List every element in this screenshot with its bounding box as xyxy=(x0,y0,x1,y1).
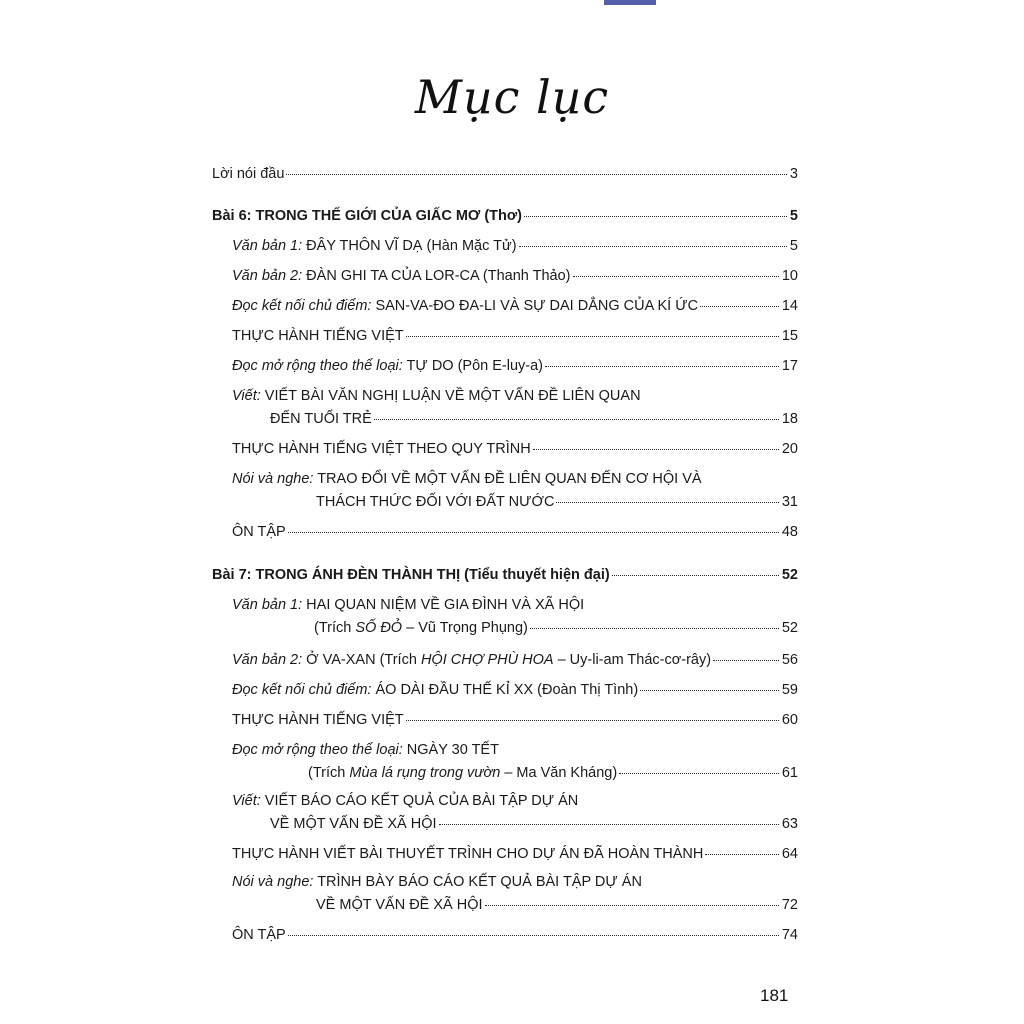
dot-leader xyxy=(619,773,779,774)
entry-text: THỰC HÀNH TIẾNG VIỆT xyxy=(232,712,404,728)
toc-entry-continuation[interactable] xyxy=(316,493,798,511)
entry-label: Văn bản 1: xyxy=(232,597,303,613)
entry-text-cont: (Trích xyxy=(314,620,356,636)
page-title: Mục lục xyxy=(414,70,610,124)
dot-leader xyxy=(533,449,779,450)
entry-text: THỰC HÀNH VIẾT BÀI THUYẾT TRÌNH CHO DỰ ÁN ĐÃ HOÀN THÀNH xyxy=(232,846,704,862)
dot-leader xyxy=(556,502,778,503)
toc-lesson-6-heading[interactable] xyxy=(212,207,798,225)
page-ref: 64 xyxy=(781,846,798,862)
entry-text: ÔN TẬP xyxy=(232,524,286,540)
dot-leader xyxy=(530,628,779,629)
dot-leader xyxy=(524,216,787,217)
page-ref: 63 xyxy=(781,816,798,832)
toc-entry-first-line[interactable] xyxy=(232,470,702,488)
dot-leader xyxy=(288,532,779,533)
entry-text-cont: (Trích xyxy=(308,765,350,781)
toc-entry[interactable] xyxy=(232,327,798,345)
entry-text: HAI QUAN NIỆM VỀ GIA ĐÌNH VÀ XÃ HỘI xyxy=(302,597,585,613)
page-ref: 18 xyxy=(781,411,798,427)
toc-entry-first-line[interactable] xyxy=(232,741,499,759)
entry-text: NGÀY 30 TẾT xyxy=(402,742,499,758)
dot-leader xyxy=(286,174,787,175)
page-ref: 61 xyxy=(781,765,798,781)
entry-text: Ở VA-XAN (Trích xyxy=(302,652,421,668)
page-ref: 17 xyxy=(781,358,798,374)
toc-entry[interactable] xyxy=(232,297,798,315)
entry-label: Viết: xyxy=(232,793,261,809)
entry-label: Đọc mở rộng theo thể loại: xyxy=(232,742,403,758)
toc-entry[interactable] xyxy=(232,651,798,669)
lesson-heading: Bài 7: TRONG ÁNH ĐÈN THÀNH THỊ (Tiểu thuyết hiện đại) xyxy=(212,567,610,583)
dot-leader xyxy=(288,935,779,936)
toc-entry[interactable] xyxy=(232,681,798,699)
entry-text-cont: – Vũ Trọng Phụng) xyxy=(402,620,528,636)
page-ref: 5 xyxy=(789,238,798,254)
entry-text: Lời nói đầu xyxy=(212,166,285,182)
page-ref: 56 xyxy=(781,652,798,668)
toc-entry-first-line[interactable] xyxy=(232,792,578,810)
page-ref: 48 xyxy=(781,524,798,540)
lesson-heading: Bài 6: TRONG THẾ GIỚI CỦA GIẤC MƠ (Thơ) xyxy=(212,208,523,224)
entry-text-cont: ĐẾN TUỔI TRẺ xyxy=(270,411,372,427)
entry-text: VIẾT BÁO CÁO KẾT QUẢ CỦA BÀI TẬP DỰ ÁN xyxy=(260,793,579,809)
entry-text-cont: THÁCH THỨC ĐỐI VỚI ĐẤT NƯỚC xyxy=(316,494,555,510)
dot-leader xyxy=(519,246,787,247)
toc-entry-continuation[interactable] xyxy=(308,764,798,782)
page-ref: 59 xyxy=(781,682,798,698)
entry-text: TRÌNH BÀY BÁO CÁO KẾT QUẢ BÀI TẬP DỰ ÁN xyxy=(313,874,642,890)
dot-leader xyxy=(573,276,779,277)
entry-text-cont: VỀ MỘT VẤN ĐỀ XÃ HỘI xyxy=(316,897,483,913)
dot-leader xyxy=(439,824,779,825)
toc-entry-preface[interactable] xyxy=(212,165,798,183)
dot-leader xyxy=(545,366,779,367)
entry-text: – Uy-li-am Thác-cơ-rây) xyxy=(553,652,712,668)
dot-leader xyxy=(374,419,779,420)
top-edge-mark xyxy=(604,0,656,5)
toc-entry[interactable] xyxy=(232,926,798,944)
dot-leader xyxy=(713,660,779,661)
page-ref: 10 xyxy=(781,268,798,284)
work-title: HỘI CHỢ PHÙ HOA xyxy=(420,652,554,668)
dot-leader xyxy=(612,575,779,576)
entry-text: ÔN TẬP xyxy=(232,927,286,943)
page-ref: 15 xyxy=(781,328,798,344)
page-ref: 52 xyxy=(781,567,798,583)
dot-leader xyxy=(406,336,779,337)
entry-text-cont: VỀ MỘT VẤN ĐỀ XÃ HỘI xyxy=(270,816,437,832)
toc-entry-first-line[interactable] xyxy=(232,387,641,405)
page-ref: 31 xyxy=(781,494,798,510)
entry-label: Đọc kết nối chủ điểm: xyxy=(232,682,372,698)
entry-label: Văn bản 2: xyxy=(232,652,303,668)
entry-label: Nói và nghe: xyxy=(232,874,314,890)
toc-entry-continuation[interactable] xyxy=(314,619,798,637)
toc-entry-continuation[interactable] xyxy=(270,410,798,428)
dot-leader xyxy=(700,306,779,307)
toc-entry[interactable] xyxy=(232,711,798,729)
toc-entry[interactable] xyxy=(232,845,798,863)
page-ref: 5 xyxy=(789,208,798,224)
dot-leader xyxy=(406,720,779,721)
entry-text: TRAO ĐỔI VỀ MỘT VẤN ĐỀ LIÊN QUAN ĐẾN CƠ HỘI VÀ xyxy=(313,471,702,487)
toc-entry[interactable] xyxy=(232,357,798,375)
entry-label: Văn bản 1: xyxy=(232,238,303,254)
toc-entry-continuation[interactable] xyxy=(270,815,798,833)
entry-text: THỰC HÀNH TIẾNG VIỆT THEO QUY TRÌNH xyxy=(232,441,531,457)
toc-entry[interactable] xyxy=(232,523,798,541)
page-number: 181 xyxy=(760,986,789,1005)
entry-text: VIẾT BÀI VĂN NGHỊ LUẬN VỀ MỘT VẤN ĐỀ LIÊN QUAN xyxy=(260,388,641,404)
toc-entry[interactable] xyxy=(232,440,798,458)
entry-text: TỰ DO (Pôn E-luy-a) xyxy=(402,358,544,374)
page-ref: 60 xyxy=(781,712,798,728)
work-title: SỐ ĐỎ xyxy=(355,620,403,636)
toc-entry[interactable] xyxy=(232,237,798,255)
entry-label: Đọc kết nối chủ điểm: xyxy=(232,298,372,314)
toc-entry-first-line[interactable] xyxy=(232,596,584,614)
dot-leader xyxy=(705,854,778,855)
entry-text-cont: – Ma Văn Kháng) xyxy=(500,765,618,781)
toc-lesson-7-heading[interactable] xyxy=(212,566,798,584)
dot-leader xyxy=(640,690,779,691)
page-ref: 14 xyxy=(781,298,798,314)
entry-text: ÁO DÀI ĐẦU THẾ KỈ XX (Đoàn Thị Tình) xyxy=(371,682,639,698)
work-title: Mùa lá rụng trong vườn xyxy=(349,765,501,781)
toc-entry-first-line[interactable] xyxy=(232,873,642,891)
entry-text: THỰC HÀNH TIẾNG VIỆT xyxy=(232,328,404,344)
page-ref: 52 xyxy=(781,620,798,636)
entry-text: ĐÀN GHI TA CỦA LOR-CA (Thanh Thảo) xyxy=(302,268,571,284)
page-ref: 20 xyxy=(781,441,798,457)
entry-label: Đọc mở rộng theo thể loại: xyxy=(232,358,403,374)
entry-label: Nói và nghe: xyxy=(232,471,314,487)
page-ref: 74 xyxy=(781,927,798,943)
entry-text: ĐÂY THÔN VĨ DẠ (Hàn Mặc Tử) xyxy=(302,238,517,254)
toc-entry-continuation[interactable] xyxy=(316,896,798,914)
page-ref: 72 xyxy=(781,897,798,913)
entry-text: SAN-VA-ĐO ĐA-LI VÀ SỰ DAI DẲNG CỦA KÍ ỨC xyxy=(371,298,699,314)
dot-leader xyxy=(485,905,779,906)
page-ref: 3 xyxy=(789,166,798,182)
entry-label: Viết: xyxy=(232,388,261,404)
entry-label: Văn bản 2: xyxy=(232,268,303,284)
toc-entry[interactable] xyxy=(232,267,798,285)
